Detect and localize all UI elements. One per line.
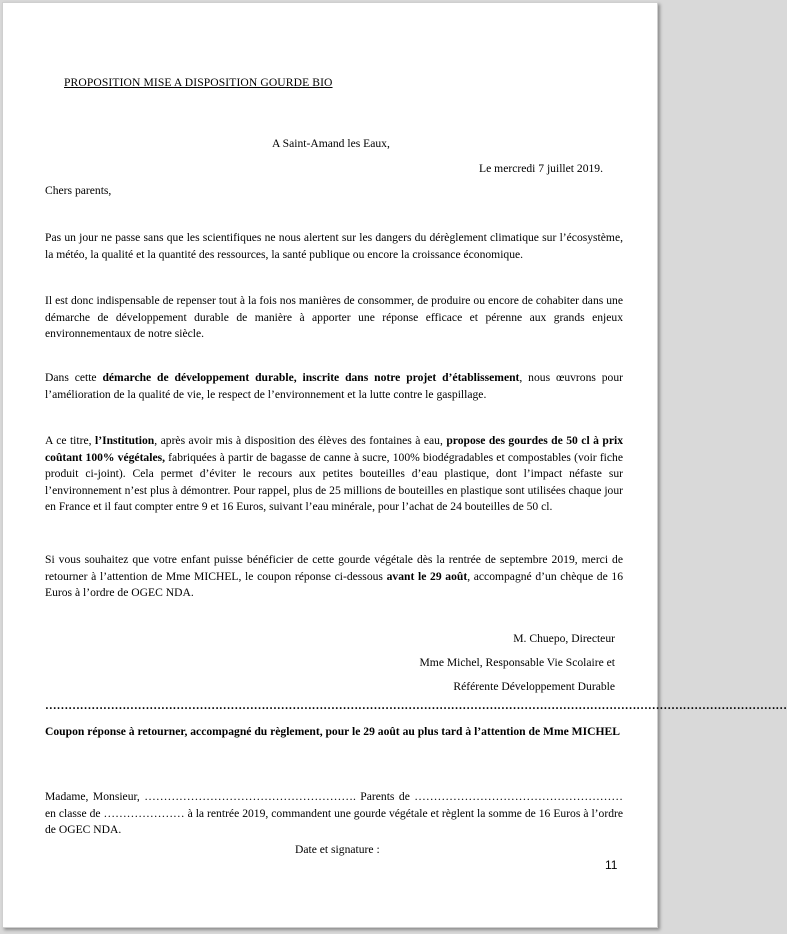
paragraph-climate: Pas un jour ne passe sans que les scientifiques ne nous alertent sur les dangers du dérèglement climatique sur l’écosystème, la météo, la qualité et la quantité des ressources, la santé publique ou encore la croissance économique. <box>45 231 623 261</box>
coupon-heading: Coupon réponse à retourner, accompagné du règlement, pour le 29 août au plus tard à l’attention de Mme MICHEL <box>45 725 620 738</box>
p4-bold-institution: l’Institution <box>94 434 155 447</box>
p3-text-c: , nous œuvrons pour l’amélioration de la qualité de vie, le respect de l’environnement et la lutte contre le gaspillage. <box>45 371 623 401</box>
p4-text-a: A ce titre, <box>45 434 95 447</box>
p5-text-c: , accompagné d’un chèque de 16 Euros à l’ordre de OGEC NDA. <box>45 569 623 600</box>
letter-date: Le mercredi 7 juillet 2019. <box>479 162 603 175</box>
letter-place: A Saint-Amand les Eaux, <box>272 137 390 150</box>
date-signature-label: Date et signature : <box>295 843 380 856</box>
p4-text-e: fabriquées à partir de bagasse de canne à sucre, 100% biodégradables et compostables (voir fiche produit ci-joint). Cela permet d’éviter le recours aux petites bouteilles d’eau plastique, dont l’impact néfaste sur l’environnement n’est plus à démontrer. Pour rappel, plus de 25 millions de bouteilles en plastique sont utilisées chaque jour en France et il faut compter entre 9 et 16 Euros, suivant l’eau minérale, pour l’achat de 24 bouteilles de 50 cl. <box>45 450 623 514</box>
signature-director: M. Chuepo, Directeur <box>513 632 615 645</box>
p3-text-a: Dans cette <box>45 371 103 384</box>
coupon-form-text: Madame, Monsieur, ………………………………………………. Parents de ……………………………………………… en classe de ………………… à la rentrée 2019, commandent une gourde végétale et règlent la somme de 16 Euros à l’ordre de OGEC NDA. <box>45 790 623 837</box>
paragraph-rethink: Il est donc indispensable de repenser tout à la fois nos manières de consommer, de produire ou encore de cohabiter dans une démarche de développement durable de manière à apporter une réponse efficace et pérenne aux grands enjeux environnementaux de notre siècle. <box>45 294 623 341</box>
signature-michel-role: Référente Développement Durable <box>453 680 615 693</box>
cut-line-separator: ………………………………………………………………………………………………………………………………………………………………………… <box>45 699 787 712</box>
document-title: PROPOSITION MISE A DISPOSITION GOURDE BIO <box>64 76 333 89</box>
paragraph-gourde-offer <box>45 433 623 516</box>
p4-bold-offer: propose des gourdes de 50 cl à prix coûtant 100% végétales, <box>45 434 623 464</box>
paragraph-sustainable-approach <box>45 370 623 403</box>
signature-michel: Mme Michel, Responsable Vie Scolaire et <box>419 656 615 669</box>
document-page <box>2 2 787 928</box>
page-number: 11 <box>605 858 618 872</box>
p5-text-a: Si vous souhaitez que votre enfant puisse bénéficier de cette gourde végétale dès la rentrée de septembre 2019, merci de retourner à l’attention de Mme MICHEL, le coupon réponse ci-dessous <box>45 553 623 583</box>
paragraph-instructions <box>45 552 623 602</box>
p3-bold: démarche de développement durable, inscrite dans notre projet d’établissement <box>102 371 520 384</box>
greeting: Chers parents, <box>45 184 112 197</box>
p4-text-c: , après avoir mis à disposition des élèves des fontaines à eau, <box>154 434 447 447</box>
p5-bold-deadline: avant le 29 août <box>386 569 468 583</box>
